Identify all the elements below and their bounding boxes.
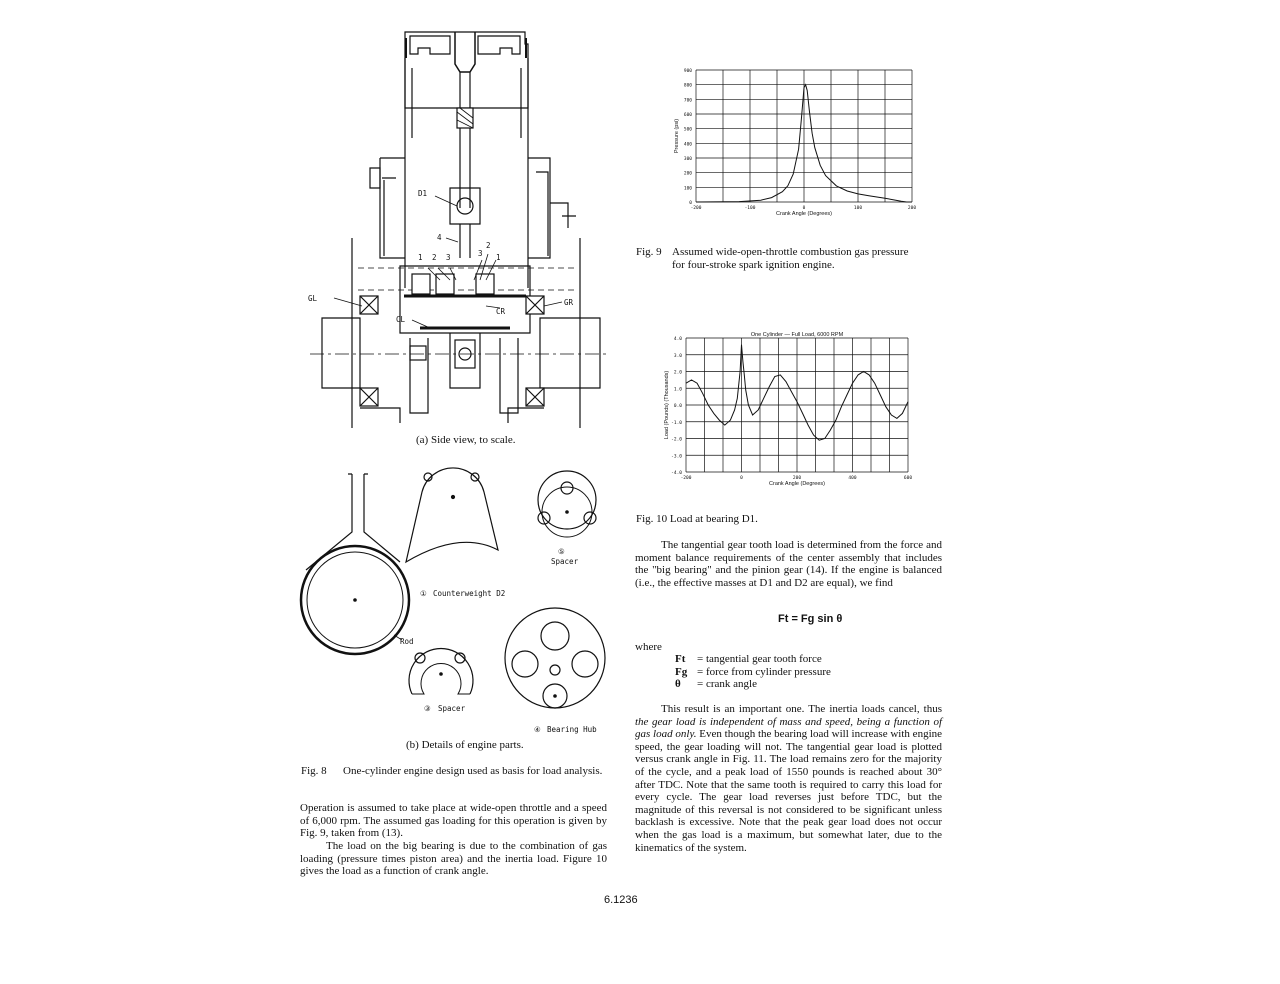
fig8-caption	[301, 765, 611, 778]
fig9-caption-label: Fig. 9	[636, 246, 662, 258]
y-tick-label: 2.0	[673, 370, 682, 376]
definition-symbol: Ft	[675, 653, 686, 665]
y-tick-label: 600	[683, 113, 692, 118]
y-tick-label: 4.0	[673, 337, 682, 342]
definition-row	[675, 653, 831, 666]
rod-label: Rod	[400, 637, 414, 646]
fig9-caption-line1: Assumed wide-open-throttle combustion gas pressure	[672, 246, 909, 258]
y-axis-label: Load (Pounds) (Thousands)	[664, 370, 670, 440]
right-paragraph-result	[635, 703, 942, 854]
label-4: 4	[437, 233, 442, 242]
result-text-start: This result is an important one. The inertia loads cancel, thus	[661, 703, 942, 715]
y-tick-label: 300	[683, 157, 692, 162]
counterweight-number: ①	[420, 589, 427, 598]
y-tick-label: 900	[683, 69, 692, 74]
label-2-left: 2	[432, 253, 437, 262]
definitions-list	[675, 653, 831, 691]
y-tick-label: 3.0	[673, 353, 682, 359]
result-text-emphasis: the gear load is independent of mass and speed, being a function of gas load only.	[635, 715, 942, 741]
fig8a-side-view-drawing	[300, 28, 620, 428]
y-tick-label: -1.0	[671, 420, 682, 426]
fig8b-caption: (b) Details of engine parts.	[406, 739, 524, 751]
label-cl: CL	[396, 315, 406, 324]
spacer-top-number: ⑤	[558, 547, 565, 556]
label-gr: GR	[564, 298, 574, 307]
x-tick-label: 600	[903, 476, 913, 481]
y-tick-label: -4.0	[671, 471, 682, 476]
definition-text: = crank angle	[697, 678, 757, 691]
equation: Ft = Fg sin θ	[778, 613, 843, 625]
label-gl: GL	[308, 294, 318, 303]
counterweight-label: Counterweight D2	[433, 589, 506, 598]
definition-text: = tangential gear tooth force	[697, 653, 822, 665]
x-axis-label: Crank Angle (Degrees)	[769, 481, 825, 487]
x-tick-label: -100	[744, 206, 756, 211]
fig8-caption-text: One-cylinder engine design used as basis for load analysis.	[343, 765, 603, 777]
x-tick-label: -200	[690, 206, 702, 211]
definition-symbol: Fg	[675, 665, 688, 678]
definition-row	[675, 666, 831, 679]
y-tick-label: 1.0	[673, 387, 682, 393]
x-axis-label: Crank Angle (Degrees)	[776, 211, 832, 217]
y-tick-label: 0	[689, 201, 692, 206]
left-paragraph-2: The load on the big bearing is due to the combination of gas loading (pressure times piston area) and the inertia load. Figure 10 gives the load as a function of crank angle.	[300, 840, 607, 878]
fig8b-parts-drawing	[300, 462, 620, 740]
fig8-caption-label: Fig. 8	[301, 765, 327, 777]
fig9-caption	[636, 246, 956, 272]
right-paragraph-intro: The tangential gear tooth load is determined from the force and moment balance requirements of the center assembly that includes the "big bearing" and the pinion gear (14). If the engine is balanced (i.e., the effective masses at D1 and D2 are equal), we find	[635, 539, 942, 589]
left-paragraph-1: Operation is assumed to take place at wide-open throttle and a speed of 6,000 rpm. The assumed gas loading for this operation is given by Fig. 9, taken from (13).	[300, 802, 607, 840]
result-text-end: Even though the bearing load will increase with engine speed, the gear loading will not. The tangential gear load is plotted versus crank angle in Fig. 11. The load remains zero for the majority of the cycle, and a peak load of 1550 pounds is reached about 30° after TDC. Note that the same tooth is required to carry this load for every cycle. The gear load reverses just before TDC, but the magnitude of this reversal is not considered to be significant unless backlash is excessive. Note that the peak gear load does not occur when the gas load is a maximum, but somewhat later, due to the kinematics of the system.	[635, 728, 943, 854]
y-axis-label: Pressure (psi)	[674, 118, 680, 154]
x-tick-label: 0	[740, 476, 743, 481]
x-tick-label: 0	[802, 206, 806, 211]
label-d1: D1	[418, 189, 428, 198]
y-tick-label: -3.0	[671, 454, 682, 460]
y-tick-label: 100	[683, 186, 692, 192]
y-tick-label: 500	[683, 127, 692, 133]
x-tick-label: 400	[848, 476, 857, 481]
label-3-left: 3	[446, 253, 451, 262]
y-tick-label: 700	[683, 98, 692, 104]
y-tick-label: -2.0	[671, 437, 682, 443]
bearing-hub-label: Bearing Hub	[547, 725, 597, 734]
x-tick-label: 100	[853, 206, 863, 211]
label-2-right: 2	[486, 241, 491, 250]
label-1-right: 1	[496, 253, 501, 262]
x-tick-label: -200	[680, 476, 692, 481]
spacer-bottom-label: Spacer	[438, 704, 466, 713]
spacer-bottom-number: ③	[424, 704, 431, 713]
fig9-caption-line2: for four-stroke spark ignition engine.	[672, 259, 835, 271]
y-tick-label: 400	[683, 142, 692, 148]
where-label: where	[635, 641, 662, 653]
fig10-load-chart	[640, 326, 940, 490]
fig10-caption: Fig. 10 Load at bearing D1.	[636, 513, 758, 525]
y-tick-label: 0.0	[673, 404, 682, 409]
page-number: 6.1236	[604, 894, 638, 906]
spacer-top-label: Spacer	[551, 557, 579, 566]
y-tick-label: 200	[683, 171, 692, 177]
definition-row	[675, 678, 831, 691]
label-1-left: 1	[418, 253, 423, 262]
label-3-right: 3	[478, 249, 483, 258]
chart-title: One Cylinder — Full Load, 6000 RPM	[750, 332, 844, 338]
bearing-hub-number: ④	[534, 725, 541, 734]
fig9-pressure-chart	[640, 60, 940, 220]
fig8a-caption: (a) Side view, to scale.	[416, 434, 516, 446]
x-tick-label: 200	[907, 206, 917, 211]
y-tick-label: 800	[683, 83, 692, 89]
label-cr: CR	[496, 307, 506, 316]
definition-symbol: θ	[675, 678, 681, 691]
definition-text: = force from cylinder pressure	[697, 665, 831, 678]
x-tick-label: 200	[792, 476, 802, 481]
